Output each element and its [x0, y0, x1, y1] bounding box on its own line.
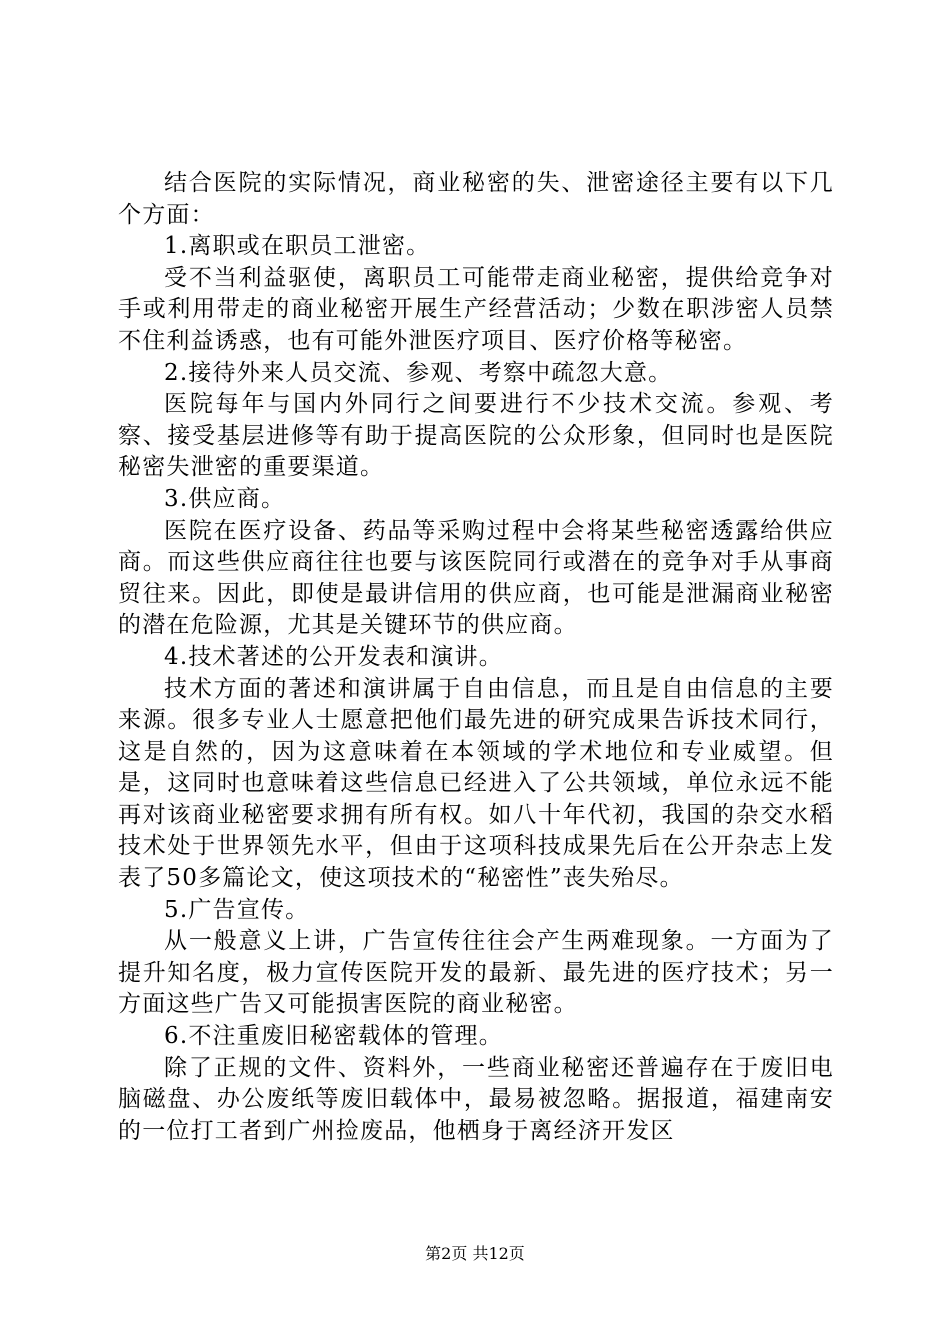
document-body [118, 168, 834, 1147]
section-heading-3: 3.供应商。 [164, 485, 286, 512]
paragraph-1: 受不当利益驱使，离职员工可能带走商业秘密，提供给竞争对手或利用带走的商业秘密开展生产经营活动；少数在职涉密人员禁不住利益诱惑，也有可能外泄医疗项目、医疗价格等秘密。 [118, 264, 834, 354]
paragraph-2: 医院每年与国内外同行之间要进行不少技术交流。参观、考察、接受基层进修等有助于提高医院的公众形象，但同时也是医院秘密失泄密的重要渠道。 [118, 391, 834, 481]
paragraph-3: 医院在医疗设备、药品等采购过程中会将某些秘密透露给供应商。而这些供应商往往也要与该医院同行或潜在的竞争对手从事商贸往来。因此，即使是最讲信用的供应商，也可能是泄漏商业秘密的潜在危险源，尤其是关键环节的供应商。 [118, 517, 834, 639]
section-heading-1: 1.离职或在职员工泄密。 [164, 233, 431, 260]
section-heading-6: 6.不注重废旧秘密载体的管理。 [164, 1023, 503, 1050]
paragraph-intro: 结合医院的实际情况，商业秘密的失、泄密途径主要有以下几个方面： [118, 170, 834, 228]
paragraph-6: 除了正规的文件、资料外，一些商业秘密还普遍存在于废旧电脑磁盘、办公废纸等废旧载体中，最易被忽略。据报道，福建南安的一位打工者到广州捡废品，他栖身于离经济开发区 [118, 1054, 834, 1144]
page-number-footer: 第2页 共12页 [425, 1244, 525, 1263]
section-heading-5: 5.广告宣传。 [164, 896, 310, 923]
paragraph-4: 技术方面的著述和演讲属于自由信息，而且是自由信息的主要来源。很多专业人士愿意把他们最先进的研究成果告诉技术同行，这是自然的，因为这意味着在本领域的学术地位和专业威望。但是，这同时也意味着这些信息已经进入了公共领域，单位永远不能再对该商业秘密要求拥有所有权。如八十年代初，我国的杂交水稻技术处于世界领先水平，但由于这项科技成果先后在公开杂志上发表了50多篇论文，使这项技术的“秘密性”丧失殆尽。 [118, 675, 834, 892]
section-heading-2: 2.接待外来人员交流、参观、考察中疏忽大意。 [164, 359, 673, 386]
section-heading-4: 4.技术著述的公开发表和演讲。 [164, 643, 503, 670]
paragraph-5: 从一般意义上讲，广告宣传往往会产生两难现象。一方面为了提升知名度，极力宣传医院开发的最新、最先进的医疗技术；另一方面这些广告又可能损害医院的商业秘密。 [118, 928, 834, 1018]
